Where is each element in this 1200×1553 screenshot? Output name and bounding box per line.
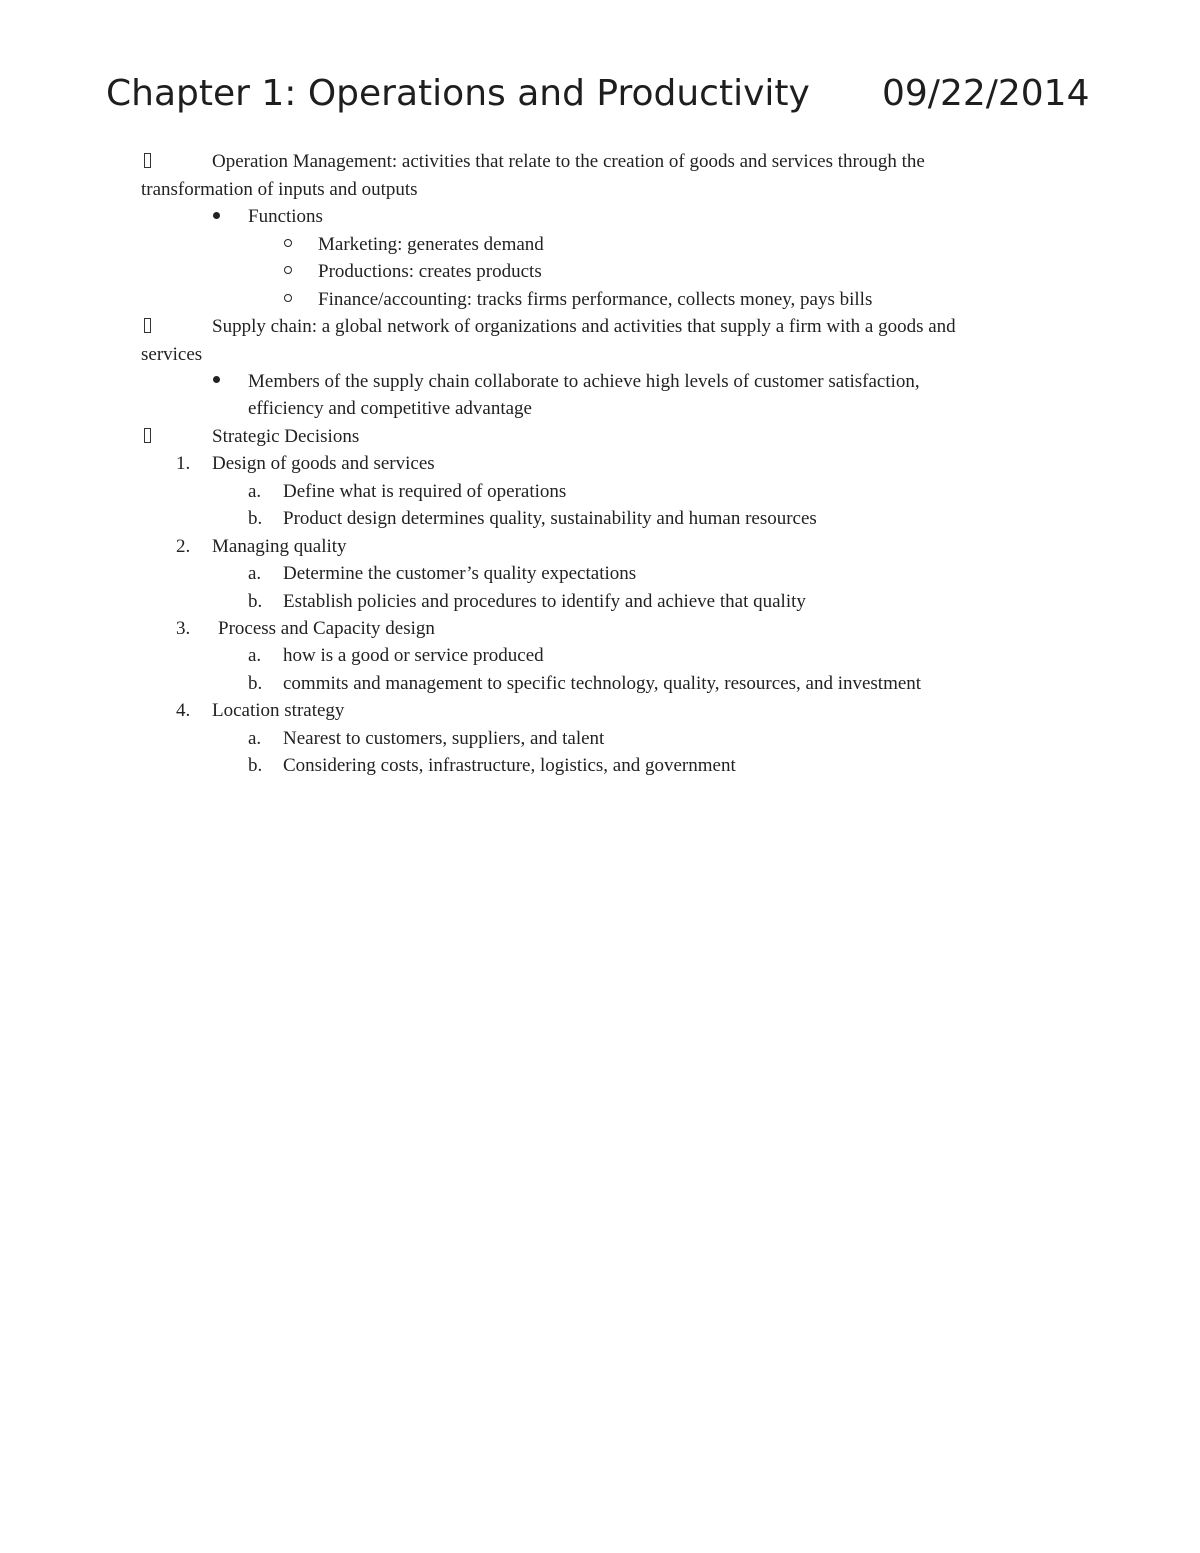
section-heading: Strategic Decisions — [212, 426, 360, 447]
section-heading-continued: transformation of inputs and outputs — [141, 179, 418, 200]
numbered-item: Location strategy — [212, 700, 345, 721]
lettered-item: how is a good or service produced — [283, 645, 544, 666]
list-letter: a. — [248, 563, 262, 584]
list-number: 4. — [176, 700, 191, 721]
list-letter: a. — [248, 645, 262, 666]
numbered-item: Design of goods and services — [212, 453, 435, 474]
list-letter: b. — [248, 591, 263, 612]
sub-bullet-item: Productions: creates products — [318, 261, 542, 282]
lettered-item: Considering costs, infrastructure, logistics, and government — [283, 755, 736, 776]
bullet-item: Functions — [248, 206, 323, 227]
bullet-dot-icon — [213, 376, 220, 383]
lettered-item: Define what is required of operations — [283, 481, 567, 502]
lettered-item: Establish policies and procedures to identify and achieve that quality — [283, 591, 806, 612]
bullet-circle-icon — [284, 294, 292, 302]
list-number: 1. — [176, 453, 191, 474]
list-letter: a. — [248, 728, 262, 749]
list-number: 2. — [176, 536, 191, 557]
page-title: Chapter 1: Operations and Productivity — [106, 73, 810, 114]
bullet-circle-icon — [284, 266, 292, 274]
lettered-item: Determine the customer’s quality expectations — [283, 563, 637, 584]
sub-bullet-item: Finance/accounting: tracks firms performance, collects money, pays bills — [318, 289, 873, 310]
box-bullet-icon — [144, 318, 151, 333]
sub-bullet-item: Marketing: generates demand — [318, 234, 544, 255]
lettered-item: Nearest to customers, suppliers, and talent — [283, 728, 605, 749]
list-number: 3. — [176, 618, 191, 639]
list-letter: a. — [248, 481, 262, 502]
lettered-item: Product design determines quality, sustainability and human resources — [283, 508, 817, 529]
list-letter: b. — [248, 508, 263, 529]
bullet-circle-icon — [284, 239, 292, 247]
list-letter: b. — [248, 673, 263, 694]
box-bullet-icon — [144, 428, 151, 443]
section-heading: Operation Management: activities that relate to the creation of goods and services through the — [212, 151, 925, 172]
section-heading-continued: services — [141, 344, 203, 365]
bullet-dot-icon — [213, 212, 220, 219]
numbered-item: Managing quality — [212, 536, 347, 557]
list-letter: b. — [248, 755, 263, 776]
page-date: 09/22/2014 — [882, 73, 1090, 114]
lettered-item: commits and management to specific technology, quality, resources, and investment — [283, 673, 922, 694]
numbered-item: Process and Capacity design — [218, 618, 435, 639]
bullet-item: Members of the supply chain collaborate to achieve high levels of customer satisfaction, — [248, 371, 920, 392]
bullet-item-continued: efficiency and competitive advantage — [248, 398, 532, 419]
box-bullet-icon — [144, 153, 151, 168]
section-heading: Supply chain: a global network of organizations and activities that supply a firm with a goods and — [212, 316, 956, 337]
